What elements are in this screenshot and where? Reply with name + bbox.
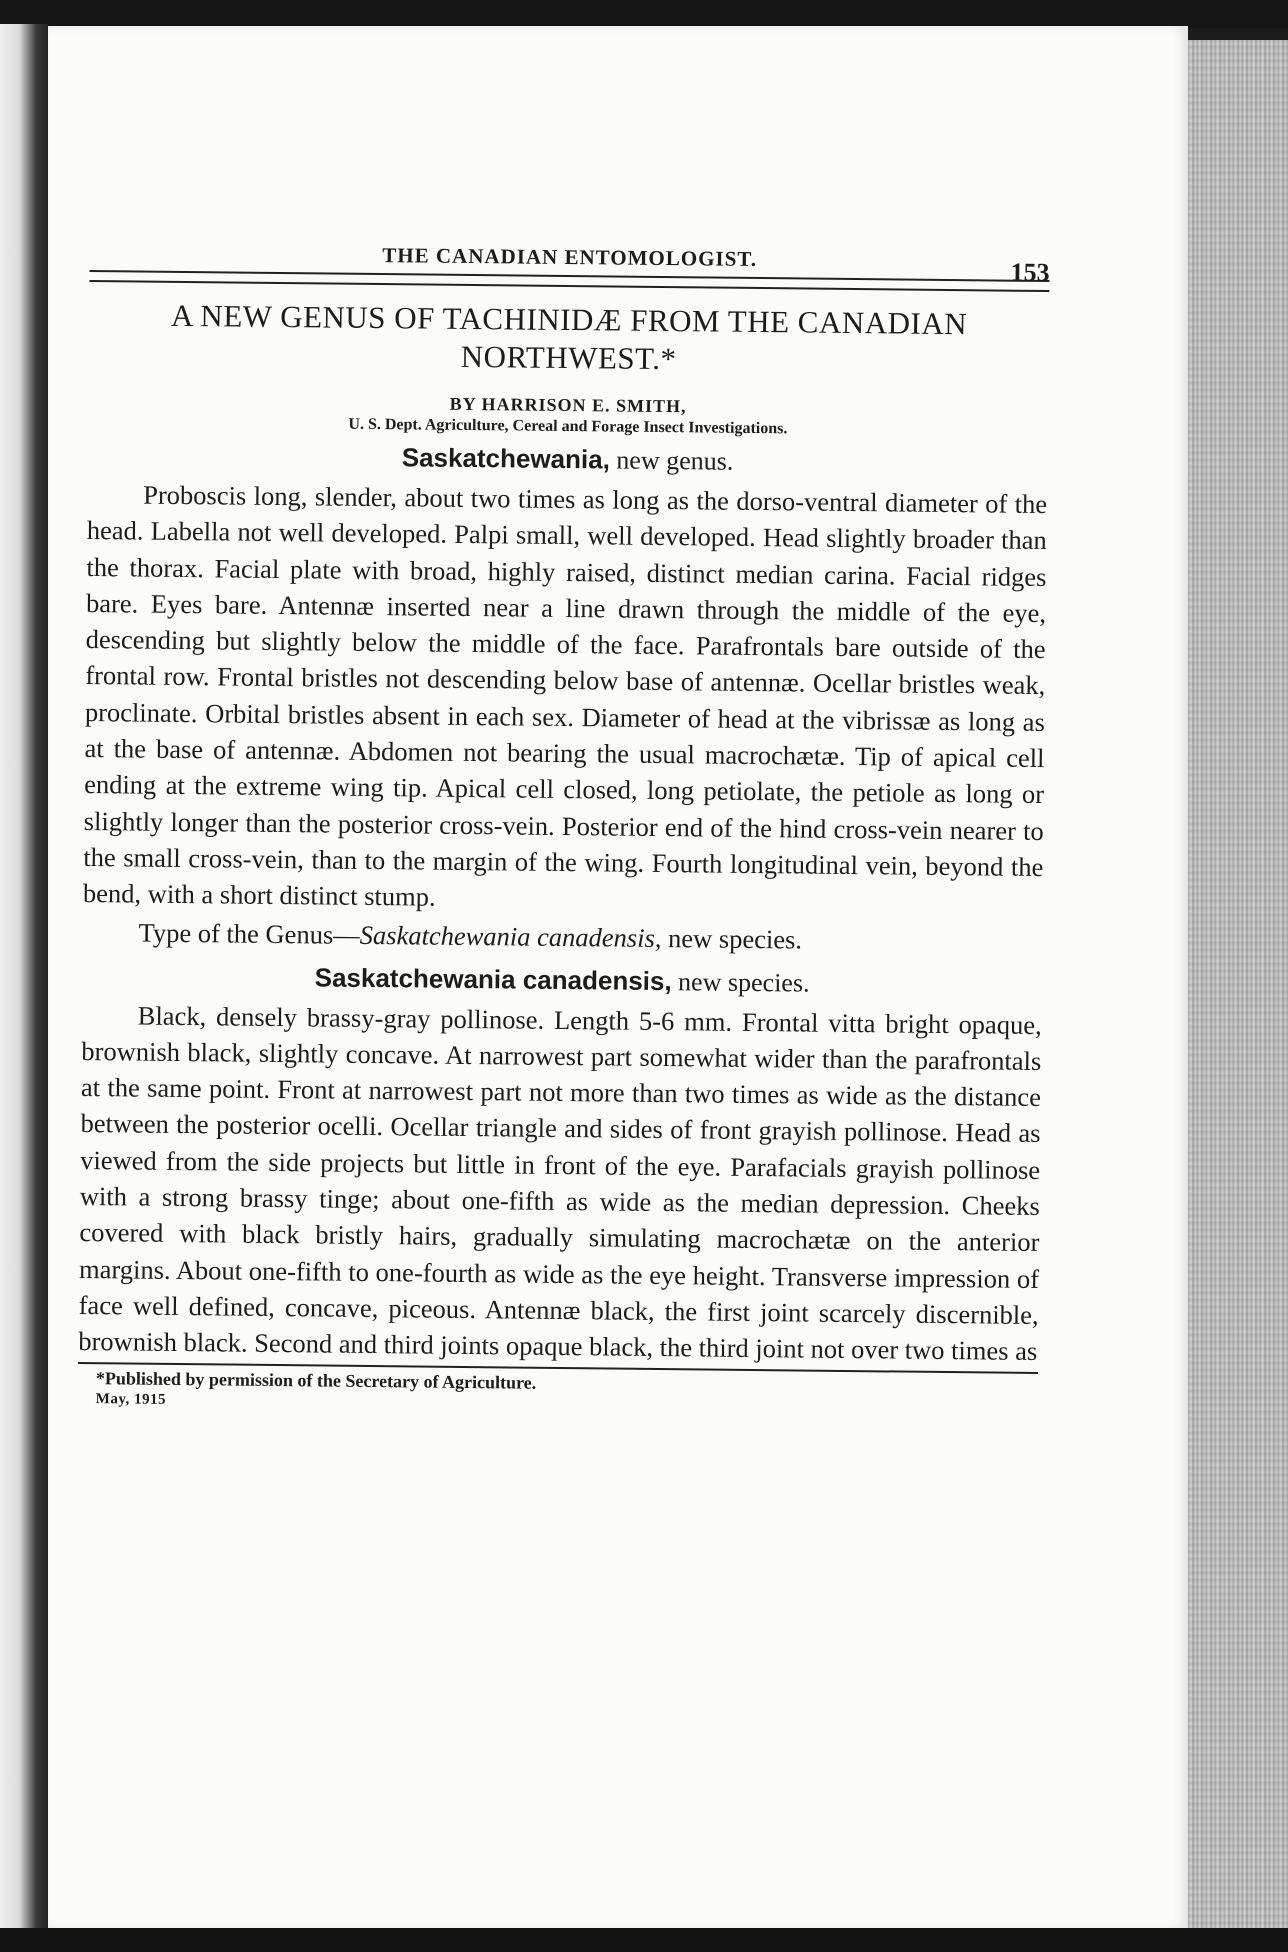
genus-status: new genus. — [609, 445, 734, 476]
species-heading — [82, 960, 1042, 1001]
title-line-1: A NEW GENUS OF TACHINIDÆ FROM THE CANADIAN — [170, 297, 968, 342]
author-byline: BY HARRISON E. SMITH, — [449, 393, 687, 417]
journal-name: THE CANADIAN ENTOMOLOGIST. — [382, 243, 758, 271]
book-page — [48, 26, 1188, 1930]
genus-description: Proboscis long, slender, about two times as long as the dorso-ventral diameter of the head. Labella not well developed. Palpi small, well developed. Head slightly broader than the thorax. Facial plate with broad, highly raised, distinct median carina. Facial ridges bare. Eyes bare. Antennæ inserted near a line drawn through the middle of the eye, descending but slightly below the middle of the face. Parafrontals bare outside of the frontal row. Frontal bristles not descending below base of antennæ. Ocellar bristles weak, proclinate. Orbital bristles absent in each sex. Diameter of head at the vibrissæ as long as at the base of antennæ. Abdomen not bearing the usual macrochætæ. Tip of apical cell ending at the extreme wing tip. Apical cell closed, long petiolate, the petiole as long or slightly longer than the posterior cross-vein. Posterior end of the hind cross-vein nearer to the small cross-vein, than to the margin of the wing. Fourth longitudinal vein, beyond the bend, with a short distinct stump. — [82, 479, 1048, 912]
title-line-2: NORTHWEST.* — [460, 338, 677, 377]
page-content — [78, 226, 1050, 1418]
species-status: new species. — [671, 966, 810, 998]
genus-heading — [87, 439, 1047, 480]
species-description: Black, densely brassy-gray pollinose. Length 5-6 mm. Frontal vitta bright opaque, brownish black, slightly concave. At narrowest part somewhat wider than the parafrontals at the same point. Front at narrowest part not more than two times as wide as the distance between the posterior ocelli. Ocellar triangle and sides of front grayish pollinose. Head as viewed from the side projects but little in front of the eye. Parafacials grayish pollinose with a strong brassy tinge; about one-fifth as wide as the median depression. Cheeks covered with black bristly hairs, gradually simulating macrochætæ on the anterior margins. About one-fifth to one-fourth as wide as the eye height. Transverse impression of face well defined, concave, piceous. Antennæ black, the first joint scarcely discernible, brownish black. Second and third joints opaque black, the third joint not over two times as — [78, 1000, 1042, 1367]
type-prefix: Type of the Genus— — [138, 917, 360, 950]
type-of-genus — [138, 914, 1042, 959]
book-gutter — [0, 24, 48, 1928]
article-title — [88, 296, 1049, 382]
type-suffix: new species. — [661, 922, 803, 955]
author-affiliation: U. S. Dept. Agriculture, Cereal and Forage Insect Investigations. — [348, 415, 788, 438]
issue-date: May, 1915 — [95, 1390, 167, 1408]
scan-bottom-border — [0, 1928, 1288, 1952]
scan-top-border — [0, 0, 1288, 28]
page-stack-edge — [1180, 40, 1288, 1930]
header-rule — [89, 280, 1049, 292]
running-head — [90, 226, 1050, 288]
page-number: 153 — [1010, 257, 1050, 288]
footnote-text: *Published by permission of the Secretary of Agriculture. — [95, 1367, 537, 1393]
type-species-name: Saskatchewania canadensis, — [359, 919, 662, 953]
genus-name: Saskatchewania, — [401, 442, 611, 475]
species-name: Saskatchewania canadensis, — [314, 961, 672, 996]
